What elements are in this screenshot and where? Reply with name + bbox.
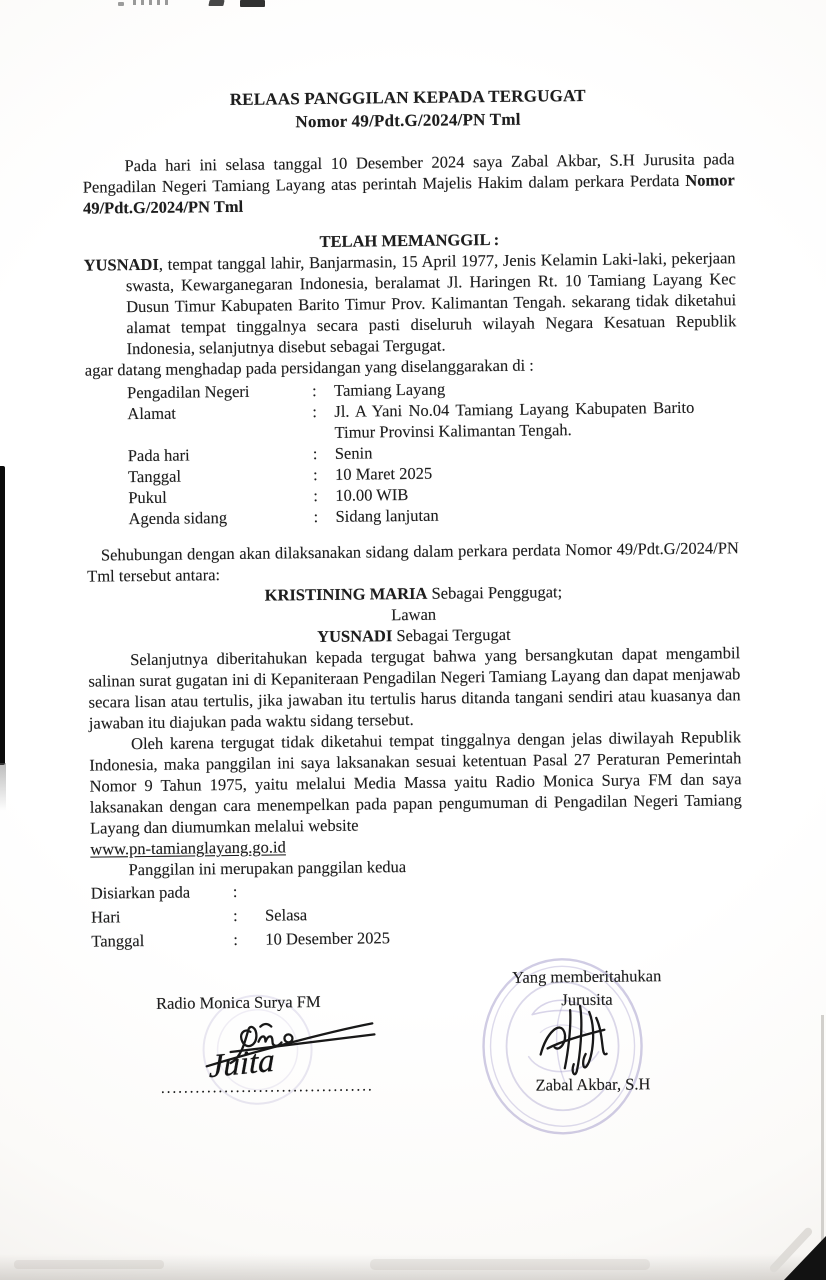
row-label: Alamat <box>127 403 177 424</box>
row-label: Tanggal <box>91 931 145 951</box>
document-body <box>82 82 746 1161</box>
defendant-party-name: YUSNADI <box>317 626 393 647</box>
row-separator: : <box>313 507 319 527</box>
row-value: Tamiang Layang <box>333 379 446 400</box>
scan-left-edge-line <box>0 466 5 765</box>
row-label: Tanggal <box>127 466 182 487</box>
signatory-name-left <box>208 1042 275 1086</box>
defendant-name: YUSNADI <box>83 254 159 275</box>
scan-top-mark <box>208 0 224 6</box>
appear-line: agar datang menghadap pada persidangan yang diselanggarakan di : <box>84 355 534 380</box>
row-value: Jl. A Yani No.04 Tamiang Layang Kabupaten Barito Timur Provinsi Kalimantan Tengah. <box>334 397 695 442</box>
row-value: 10 Desember 2025 <box>265 928 391 949</box>
row-label: Pukul <box>128 487 167 508</box>
row-label: Agenda sidang <box>128 508 228 529</box>
row-separator: : <box>233 929 239 949</box>
row-value: Selasa <box>264 905 308 925</box>
opening-case-number: Nomor 49/Pdt.G/2024/PN Tml <box>82 170 735 218</box>
signature-area <box>92 954 746 1161</box>
defendant-details: , tempat tanggal lahir, Banjarmasin, 15 April 1977, Jenis Kelamin Laki-laki, pekerjaan swasta, Kewarganegaran Indonesia, beralamat Jl. Haringen Rt. 10 Tamiang Layang Kec Dusun Timur Kabupaten Barito Timur Prov. Kalimantan Tengah. sekarang tidak diketahui alamat tempat tinggalnya secara pasti diseluruh wilayah Negara Kesatuan Republik Indonesia, selanjutnya disebut sebagai Tergugat. <box>125 248 737 359</box>
row-separator: : <box>232 905 238 926</box>
plaintiff-role: Sebagai Penggugat; <box>427 582 563 603</box>
announcer-role: Jurusita <box>561 989 613 1010</box>
hearing-details-table <box>85 375 739 529</box>
second-summons-line: Panggilan ini merupakan panggilan kedua <box>128 857 407 880</box>
section-heading: TELAH MEMANGGIL : <box>319 229 500 251</box>
table-row <box>85 396 737 445</box>
document-case-number: Nomor 49/Pdt.G/2024/PN Tml <box>295 109 521 132</box>
row-separator: : <box>312 465 318 485</box>
scan-top-mark <box>118 2 124 6</box>
website-url: www.pn-tamianglayang.go.id <box>90 837 286 859</box>
broadcast-row <box>91 923 743 951</box>
row-separator: : <box>312 402 318 422</box>
versus-line: Lawan <box>391 604 437 625</box>
row-label: Disiarkan pada <box>90 882 191 903</box>
handwritten-name: Juita <box>208 1042 275 1086</box>
defendant-clause <box>84 247 737 359</box>
case-reference-paragraph: Sehubungan dengan akan dilaksanakan sidang dalam perkara perdata Nomor 49/Pdt.G/2024/PN Tml tersebut antara: <box>87 538 740 586</box>
row-value: Sidang lanjutan <box>335 505 439 526</box>
row-separator: : <box>232 881 238 902</box>
broadcast-details <box>91 875 744 951</box>
signatory-name-right: Zabal Akbar, S.H <box>535 1074 651 1095</box>
row-separator: : <box>311 381 317 401</box>
radio-station-label: Radio Monica Surya FM <box>155 992 321 1013</box>
row-value: 10 Maret 2025 <box>334 463 433 484</box>
announcer-label: Yang memberitahukan <box>512 966 662 987</box>
defendant-party-role: Sebagai Tergugat <box>392 624 511 646</box>
scan-top-mark <box>133 0 169 5</box>
row-label: Pengadilan Negeri <box>127 381 250 403</box>
scan-right-edge-line <box>821 1015 824 1263</box>
opening-text: Pada hari ini selasa tanggal 10 Desember 2024 saya Zabal Akbar, S.H Jurusita pada Pengadilan Negeri Tamiang Layang atas perintah Majelis Hakim dalam perkara Perdata <box>82 149 735 197</box>
row-label: Hari <box>90 907 121 927</box>
scan-left-edge-shadow <box>0 763 6 811</box>
signature-dotted-line: ..................................... <box>160 1078 374 1097</box>
row-separator: : <box>312 444 318 464</box>
scan-top-mark <box>240 0 265 7</box>
scan-bottom-shadow <box>0 1254 826 1280</box>
signature-right <box>532 997 633 1080</box>
copy-notice-paragraph: Selanjutnya diberitahukan kepada tergugat bahwa yang bersangkutan dapat mengambil salinan surat gugatan ini di Kepaniteraan Pengadilan Negeri Tamiang Layang dan dapat menjawab secara lisan atau tertulis, jika jawaban itu tertulis harus ditanda tangani sendiri atau kuasanya dan jawaban itu diajukan pada waktu sidang tersebut. <box>88 643 741 733</box>
opening-paragraph <box>82 148 735 218</box>
plaintiff-name: KRISTINING MARIA <box>264 583 428 605</box>
document-title: RELAAS PANGGILAN KEPADA TERGUGAT <box>229 85 586 109</box>
row-value: 10.00 WIB <box>335 484 409 505</box>
row-label: Pada hari <box>127 445 190 466</box>
row-separator: : <box>313 486 318 506</box>
page-corner-fold <box>784 1236 826 1280</box>
row-value: Senin <box>334 443 373 463</box>
publication-notice-paragraph: Oleh karena tergugat tidak diketahui tempat tinggalnya dengan jelas diwilayah Republik Indonesia, maka panggilan ini saya laksanakan sesuai ketentuan Pasal 27 Peraturan Pemerintah Nomor 9 Tahun 1975, yaitu melalui Media Massa yaitu Radio Monica Surya FM dan saya laksanakan dengan cara menempelkan pada papan pengumuman di Pengadilan Negeri Tamiang Layang dan diumumkan melalui website <box>89 727 742 838</box>
